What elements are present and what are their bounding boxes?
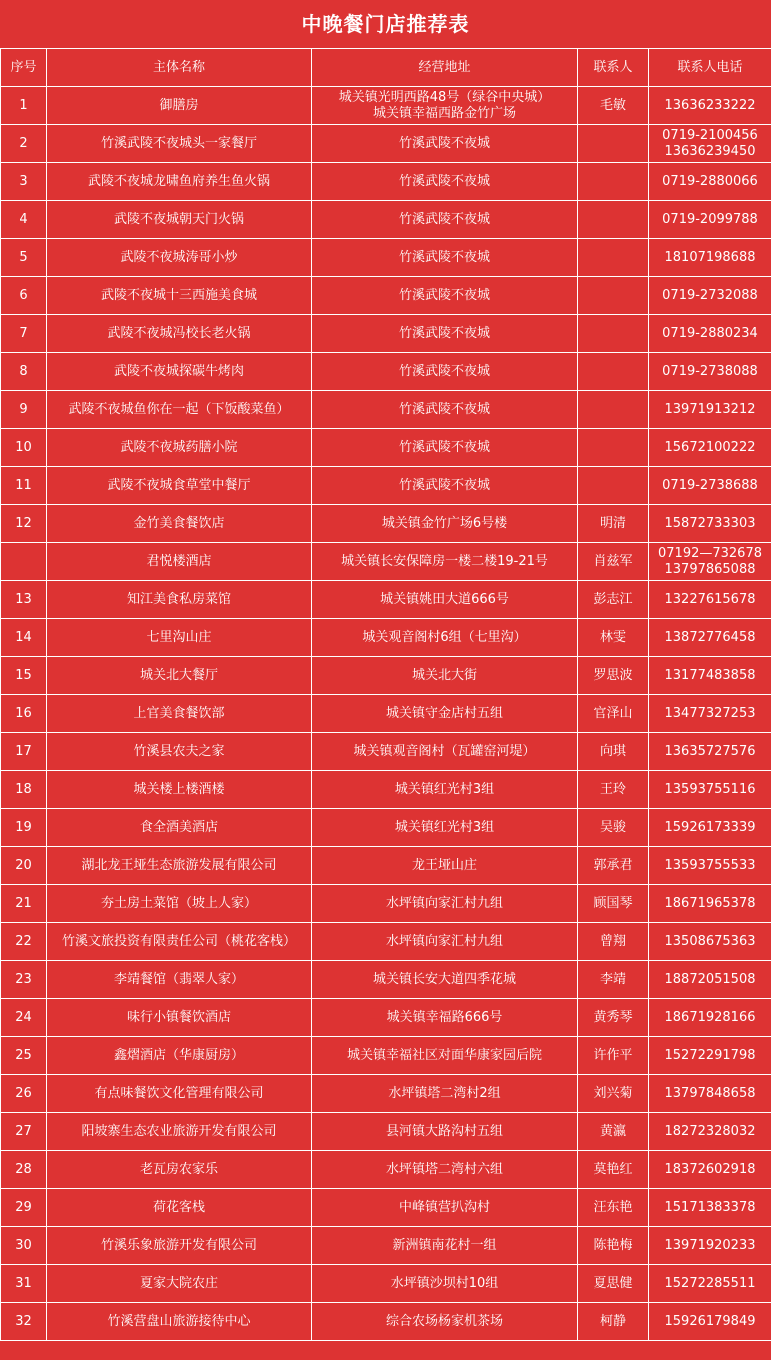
cell-phone-line: 15926173339 (664, 819, 756, 835)
cell-address (312, 657, 578, 695)
cell-phone (649, 1151, 771, 1189)
table-row (1, 277, 771, 315)
cell-address (312, 87, 578, 125)
cell-address (312, 809, 578, 847)
cell-contact (578, 391, 649, 429)
cell-address-line: 竹溪武陵不夜城 (398, 173, 490, 189)
cell-name: 竹溪文旅投资有限责任公司（桃花客栈） (47, 923, 312, 961)
cell-phone (649, 657, 771, 695)
cell-seq: 29 (1, 1189, 47, 1227)
cell-phone (649, 543, 771, 581)
cell-name: 竹溪营盘山旅游接待中心 (47, 1303, 312, 1341)
cell-name: 金竹美食餐饮店 (47, 505, 312, 543)
cell-phone-line: 13636239450 (664, 143, 756, 159)
table-row (1, 315, 771, 353)
cell-seq: 28 (1, 1151, 47, 1189)
cell-seq: 10 (1, 429, 47, 467)
cell-address (312, 1151, 578, 1189)
cell-seq: 25 (1, 1037, 47, 1075)
cell-name: 武陵不夜城冯校长老火锅 (47, 315, 312, 353)
cell-phone (649, 1113, 771, 1151)
restaurant-table (0, 48, 771, 1341)
cell-address-line: 竹溪武陵不夜城 (398, 287, 490, 303)
cell-phone-line: 13635727576 (664, 743, 756, 759)
cell-address-line: 竹溪武陵不夜城 (398, 477, 490, 493)
cell-phone (649, 277, 771, 315)
table-row (1, 429, 771, 467)
cell-name: 武陵不夜城食草堂中餐厅 (47, 467, 312, 505)
cell-contact: 林雯 (578, 619, 649, 657)
cell-phone-line: 13797848658 (664, 1085, 756, 1101)
cell-seq: 32 (1, 1303, 47, 1341)
cell-phone-line: 0719-2100456 (662, 127, 758, 143)
cell-seq: 24 (1, 999, 47, 1037)
cell-phone (649, 125, 771, 163)
table-row (1, 1075, 771, 1113)
cell-contact (578, 163, 649, 201)
cell-phone-line: 13177483858 (664, 667, 756, 683)
cell-address-line: 水坪镇沙坝村10组 (390, 1275, 499, 1291)
cell-address-line: 城关北大街 (411, 667, 477, 683)
cell-name: 知江美食私房菜馆 (47, 581, 312, 619)
cell-phone (649, 1303, 771, 1341)
cell-address-line: 竹溪武陵不夜城 (398, 211, 490, 227)
cell-phone-line: 0719-2880066 (662, 173, 758, 189)
cell-address-line: 中峰镇营扒沟村 (398, 1199, 490, 1215)
cell-address (312, 1265, 578, 1303)
cell-contact: 夏思健 (578, 1265, 649, 1303)
table-row (1, 125, 771, 163)
cell-name: 七里沟山庄 (47, 619, 312, 657)
table-row (1, 657, 771, 695)
cell-seq: 19 (1, 809, 47, 847)
cell-phone (649, 1075, 771, 1113)
cell-phone-line: 15872733303 (664, 515, 756, 531)
cell-address-line: 水坪镇向家汇村九组 (385, 933, 503, 949)
cell-address (312, 695, 578, 733)
cell-seq: 13 (1, 581, 47, 619)
cell-seq: 22 (1, 923, 47, 961)
cell-address (312, 733, 578, 771)
cell-address (312, 429, 578, 467)
cell-address (312, 239, 578, 277)
cell-contact: 黄秀琴 (578, 999, 649, 1037)
table-row (1, 1151, 771, 1189)
cell-address (312, 961, 578, 999)
cell-address-line: 城关镇光明西路48号（绿谷中央城） (338, 89, 551, 105)
cell-address (312, 1227, 578, 1265)
cell-name: 荷花客栈 (47, 1189, 312, 1227)
cell-address-line: 城关镇幸福西路金竹广场 (372, 105, 516, 121)
cell-contact: 明清 (578, 505, 649, 543)
cell-address-line: 水坪镇向家汇村九组 (385, 895, 503, 911)
cell-phone-line: 0719-2099788 (662, 211, 758, 227)
table-row (1, 847, 771, 885)
cell-seq: 5 (1, 239, 47, 277)
cell-phone (649, 733, 771, 771)
cell-address (312, 1113, 578, 1151)
cell-address (312, 923, 578, 961)
table-row (1, 733, 771, 771)
cell-address-line: 城关观音阁村6组（七里沟） (362, 629, 527, 645)
cell-address-line: 新洲镇南花村一组 (392, 1237, 497, 1253)
cell-phone-line: 18671928166 (664, 1009, 756, 1025)
table-row (1, 1303, 771, 1341)
cell-name: 武陵不夜城涛哥小炒 (47, 239, 312, 277)
cell-contact: 向琪 (578, 733, 649, 771)
cell-phone (649, 1265, 771, 1303)
cell-name: 武陵不夜城鱼你在一起（下饭酸菜鱼） (47, 391, 312, 429)
cell-seq: 21 (1, 885, 47, 923)
cell-name: 食全酒美酒店 (47, 809, 312, 847)
cell-phone (649, 163, 771, 201)
cell-address-line: 城关镇红光村3组 (394, 819, 495, 835)
cell-contact: 曾翔 (578, 923, 649, 961)
cell-contact: 吴骏 (578, 809, 649, 847)
cell-address-line: 城关镇幸福路666号 (386, 1009, 503, 1025)
cell-address-line: 城关镇观音阁村（瓦罐窑河堤） (353, 743, 536, 759)
cell-phone-line: 18107198688 (664, 249, 756, 265)
cell-phone-line: 13593755116 (664, 781, 756, 797)
cell-phone (649, 239, 771, 277)
cell-phone-line: 15926179849 (664, 1313, 756, 1329)
cell-phone-line: 13227615678 (664, 591, 756, 607)
table-row (1, 999, 771, 1037)
cell-contact (578, 353, 649, 391)
table-row (1, 1113, 771, 1151)
cell-name: 鑫熠酒店（华康厨房） (47, 1037, 312, 1075)
cell-address (312, 315, 578, 353)
cell-address (312, 277, 578, 315)
cell-contact: 肖兹军 (578, 543, 649, 581)
cell-phone (649, 87, 771, 125)
cell-address (312, 1303, 578, 1341)
cell-contact: 王玲 (578, 771, 649, 809)
cell-seq: 3 (1, 163, 47, 201)
cell-phone-line: 13477327253 (664, 705, 756, 721)
cell-phone (649, 505, 771, 543)
header-address: 经营地址 (312, 49, 578, 87)
cell-address-line: 城关镇长安大道四季花城 (372, 971, 516, 987)
cell-seq: 20 (1, 847, 47, 885)
table-row (1, 201, 771, 239)
cell-contact: 彭志江 (578, 581, 649, 619)
cell-phone-line: 13971913212 (664, 401, 756, 417)
table-row (1, 885, 771, 923)
cell-phone (649, 771, 771, 809)
cell-contact (578, 277, 649, 315)
table-row (1, 619, 771, 657)
cell-seq: 27 (1, 1113, 47, 1151)
cell-phone-line: 18272328032 (664, 1123, 756, 1139)
cell-address (312, 201, 578, 239)
cell-name: 阳坡寨生态农业旅游开发有限公司 (47, 1113, 312, 1151)
header-phone: 联系人电话 (649, 49, 771, 87)
table-header-row (1, 49, 771, 87)
cell-address-line: 城关镇姚田大道666号 (380, 591, 509, 607)
cell-phone-line: 15171383378 (664, 1199, 756, 1215)
cell-address (312, 999, 578, 1037)
cell-address-line: 城关镇守金店村五组 (385, 705, 503, 721)
table-row (1, 1189, 771, 1227)
cell-seq: 7 (1, 315, 47, 353)
cell-name: 武陵不夜城朝天门火锅 (47, 201, 312, 239)
cell-phone-line: 13872776458 (664, 629, 756, 645)
cell-contact: 毛敏 (578, 87, 649, 125)
cell-contact (578, 201, 649, 239)
table-row (1, 87, 771, 125)
table-row (1, 1265, 771, 1303)
cell-address (312, 467, 578, 505)
cell-contact (578, 125, 649, 163)
cell-contact: 李靖 (578, 961, 649, 999)
cell-contact: 黄瀛 (578, 1113, 649, 1151)
table-row (1, 1227, 771, 1265)
cell-phone (649, 1227, 771, 1265)
cell-phone-line: 0719-2738688 (662, 477, 758, 493)
table-row (1, 239, 771, 277)
cell-phone-line: 18671965378 (664, 895, 756, 911)
page-title: 中晚餐门店推荐表 (0, 0, 771, 48)
cell-phone (649, 1189, 771, 1227)
table-row (1, 695, 771, 733)
cell-phone (649, 885, 771, 923)
cell-seq: 1 (1, 87, 47, 125)
cell-name: 武陵不夜城药膳小院 (47, 429, 312, 467)
table-row (1, 1037, 771, 1075)
cell-address (312, 125, 578, 163)
cell-name: 君悦楼酒店 (47, 543, 312, 581)
cell-phone (649, 809, 771, 847)
cell-phone-line: 0719-2738088 (662, 363, 758, 379)
cell-seq: 17 (1, 733, 47, 771)
cell-address-line: 水坪镇塔二湾村2组 (388, 1085, 501, 1101)
cell-phone-line: 13593755533 (664, 857, 756, 873)
cell-phone (649, 1037, 771, 1075)
cell-address (312, 847, 578, 885)
cell-name: 李靖餐馆（翡翠人家） (47, 961, 312, 999)
cell-phone-line: 18372602918 (664, 1161, 756, 1177)
cell-phone-line: 07192—732678 (658, 545, 762, 561)
cell-seq: 31 (1, 1265, 47, 1303)
cell-phone (649, 923, 771, 961)
cell-seq: 8 (1, 353, 47, 391)
cell-address-line: 城关镇幸福社区对面华康家园后院 (346, 1047, 542, 1063)
cell-seq: 18 (1, 771, 47, 809)
cell-phone (649, 847, 771, 885)
cell-phone (649, 353, 771, 391)
cell-phone (649, 961, 771, 999)
table-row (1, 163, 771, 201)
table-row (1, 961, 771, 999)
cell-address-line: 竹溪武陵不夜城 (398, 439, 490, 455)
cell-name: 竹溪武陵不夜城头一家餐厅 (47, 125, 312, 163)
cell-address (312, 619, 578, 657)
cell-contact (578, 239, 649, 277)
cell-seq: 12 (1, 505, 47, 543)
cell-name: 有点味餐饮文化管理有限公司 (47, 1075, 312, 1113)
cell-contact: 许作平 (578, 1037, 649, 1075)
cell-name: 老瓦房农家乐 (47, 1151, 312, 1189)
table-row (1, 923, 771, 961)
cell-phone (649, 619, 771, 657)
cell-address-line: 竹溪武陵不夜城 (398, 135, 490, 151)
cell-seq: 15 (1, 657, 47, 695)
cell-name: 上官美食餐饮部 (47, 695, 312, 733)
cell-name: 城关北大餐厅 (47, 657, 312, 695)
cell-phone-line: 15672100222 (664, 439, 756, 455)
cell-seq: 30 (1, 1227, 47, 1265)
cell-name: 夯土房土菜馆（坡上人家） (47, 885, 312, 923)
cell-address (312, 505, 578, 543)
cell-address (312, 1189, 578, 1227)
cell-phone (649, 581, 771, 619)
cell-contact: 顾国琴 (578, 885, 649, 923)
cell-address-line: 城关镇红光村3组 (394, 781, 495, 797)
table-row (1, 353, 771, 391)
table-row (1, 505, 771, 543)
cell-address (312, 885, 578, 923)
cell-address (312, 391, 578, 429)
cell-name: 城关楼上楼酒楼 (47, 771, 312, 809)
cell-seq: 14 (1, 619, 47, 657)
cell-name: 竹溪县农夫之家 (47, 733, 312, 771)
cell-name: 湖北龙王垭生态旅游发展有限公司 (47, 847, 312, 885)
cell-contact: 郭承君 (578, 847, 649, 885)
cell-seq: 9 (1, 391, 47, 429)
cell-address-line: 城关镇长安保障房一楼二楼19-21号 (341, 553, 548, 569)
cell-phone-line: 0719-2880234 (662, 325, 758, 341)
cell-name: 夏家大院农庄 (47, 1265, 312, 1303)
cell-address-line: 竹溪武陵不夜城 (398, 325, 490, 341)
cell-seq: 4 (1, 201, 47, 239)
cell-address (312, 771, 578, 809)
table-row (1, 771, 771, 809)
cell-name: 竹溪乐象旅游开发有限公司 (47, 1227, 312, 1265)
cell-address-line: 城关镇金竹广场6号楼 (381, 515, 508, 531)
cell-phone (649, 315, 771, 353)
cell-seq: 11 (1, 467, 47, 505)
cell-seq: 2 (1, 125, 47, 163)
cell-phone (649, 429, 771, 467)
cell-phone-line: 15272291798 (664, 1047, 756, 1063)
cell-phone-line: 15272285511 (664, 1275, 756, 1291)
cell-contact: 罗思波 (578, 657, 649, 695)
cell-address-line: 综合农场杨家机茶场 (385, 1313, 503, 1329)
cell-phone (649, 695, 771, 733)
cell-seq: 23 (1, 961, 47, 999)
header-seq: 序号 (1, 49, 47, 87)
cell-address-line: 县河镇大路沟村五组 (385, 1123, 503, 1139)
cell-contact: 官泽山 (578, 695, 649, 733)
cell-address-line: 水坪镇塔二湾村六组 (385, 1161, 503, 1177)
cell-contact: 陈艳梅 (578, 1227, 649, 1265)
cell-phone-line: 18872051508 (664, 971, 756, 987)
cell-address (312, 353, 578, 391)
cell-contact (578, 429, 649, 467)
cell-seq: 26 (1, 1075, 47, 1113)
cell-name: 武陵不夜城龙啸鱼府养生鱼火锅 (47, 163, 312, 201)
cell-seq: 6 (1, 277, 47, 315)
cell-contact: 莫艳红 (578, 1151, 649, 1189)
cell-address (312, 581, 578, 619)
cell-phone-line: 13971920233 (664, 1237, 756, 1253)
table-row (1, 467, 771, 505)
cell-address-line: 竹溪武陵不夜城 (398, 401, 490, 417)
header-name: 主体名称 (47, 49, 312, 87)
cell-phone (649, 467, 771, 505)
cell-name: 武陵不夜城探碳牛烤肉 (47, 353, 312, 391)
cell-contact (578, 315, 649, 353)
cell-phone (649, 391, 771, 429)
cell-phone-line: 13636233222 (664, 97, 756, 113)
cell-address-line: 竹溪武陵不夜城 (398, 249, 490, 265)
table-row (1, 391, 771, 429)
cell-address (312, 163, 578, 201)
cell-phone (649, 201, 771, 239)
cell-phone-line: 13797865088 (664, 561, 756, 577)
header-contact: 联系人 (578, 49, 649, 87)
cell-contact: 汪东艳 (578, 1189, 649, 1227)
cell-contact: 刘兴菊 (578, 1075, 649, 1113)
cell-address-line: 龙王垭山庄 (411, 857, 477, 873)
cell-contact (578, 467, 649, 505)
cell-address (312, 1037, 578, 1075)
cell-seq: 16 (1, 695, 47, 733)
table-row (1, 543, 771, 581)
cell-name: 味行小镇餐饮酒店 (47, 999, 312, 1037)
cell-name: 御膳房 (47, 87, 312, 125)
cell-phone (649, 999, 771, 1037)
table-row (1, 809, 771, 847)
cell-address (312, 1075, 578, 1113)
cell-name: 武陵不夜城十三西施美食城 (47, 277, 312, 315)
table-row (1, 581, 771, 619)
cell-address (312, 543, 578, 581)
cell-contact: 柯静 (578, 1303, 649, 1341)
cell-address-line: 竹溪武陵不夜城 (398, 363, 490, 379)
cell-phone-line: 0719-2732088 (662, 287, 758, 303)
cell-seq (1, 543, 47, 581)
cell-phone-line: 13508675363 (664, 933, 756, 949)
